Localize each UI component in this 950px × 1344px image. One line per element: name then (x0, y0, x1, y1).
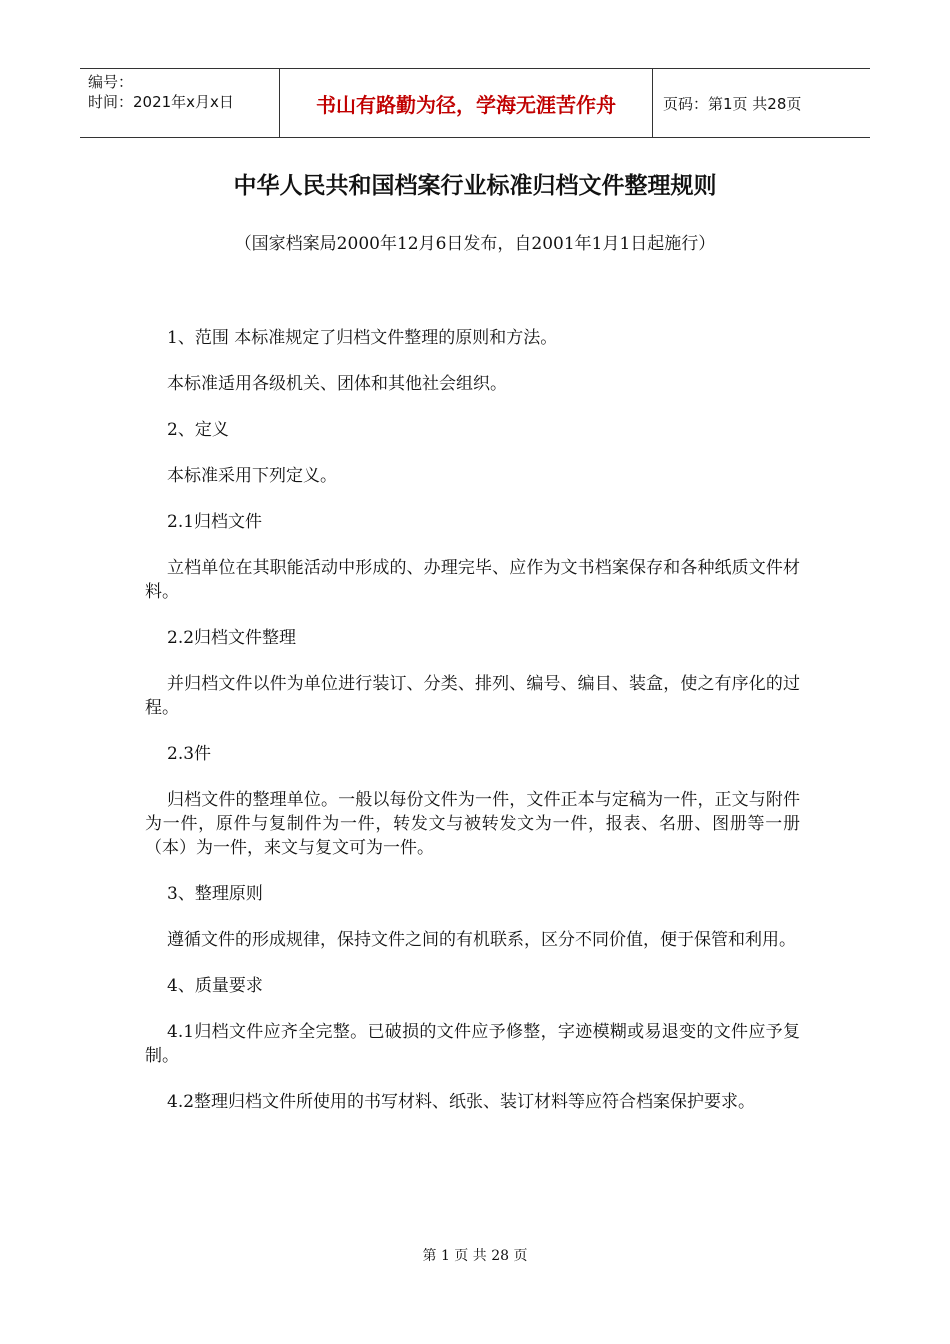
page-footer: 第 1 页 共 28 页 (422, 1248, 528, 1264)
section-heading: 4、质量要求 (167, 976, 263, 996)
document-body (145, 326, 800, 1136)
paragraph: 归档文件的整理单位。一般以每份文件为一件，文件正本与定稿为一件，正文与附件为一件，原件与复制件为一件，转发文与被转发文为一件，报表、名册、图册等一册（本）为一件，来文与复文可为一件。 (145, 790, 800, 858)
header-motto: 书山有路勤为径，学海无涯苦作舟 (280, 69, 653, 137)
page-header (80, 68, 870, 138)
section-heading: 2、定义 (167, 420, 229, 440)
paragraph: 并归档文件以件为单位进行装订、分类、排列、编号、编目、装盒，使之有序化的过程。 (145, 674, 800, 718)
paragraph: 遵循文件的形成规律，保持文件之间的有机联系，区分不同价值，便于保管和利用。 (167, 930, 796, 950)
section-heading: 3、整理原则 (167, 884, 263, 904)
time-label: 时间：2021年x月x日 (88, 93, 234, 111)
paragraph: 4.2整理归档文件所使用的书写材料、纸张、装订材料等应符合档案保护要求。 (167, 1092, 756, 1112)
section-heading: 2.3件 (167, 744, 212, 764)
header-page-info: 页码：第1页 共28页 (663, 94, 802, 113)
section-heading: 2.1归档文件 (167, 512, 263, 532)
section-heading: 2.2归档文件整理 (167, 628, 297, 648)
paragraph: 本标准适用各级机关、团体和其他社会组织。 (167, 374, 507, 394)
number-label: 编号： (88, 73, 134, 91)
paragraph: 4.1归档文件应齐全完整。已破损的文件应予修整，字迹模糊或易退变的文件应予复制。 (145, 1022, 800, 1066)
paragraph: 本标准采用下列定义。 (167, 466, 337, 486)
document-subtitle: （国家档案局2000年12月6日发布，自2001年1月1日起施行） (234, 234, 716, 254)
header-meta (80, 69, 280, 137)
paragraph: 立档单位在其职能活动中形成的、办理完毕、应作为文书档案保存和各种纸质文件材料。 (145, 558, 800, 602)
paragraph: 1、范围 本标准规定了归档文件整理的原则和方法。 (167, 328, 558, 348)
document-title: 中华人民共和国档案行业标准归档文件整理规则 (233, 173, 717, 199)
